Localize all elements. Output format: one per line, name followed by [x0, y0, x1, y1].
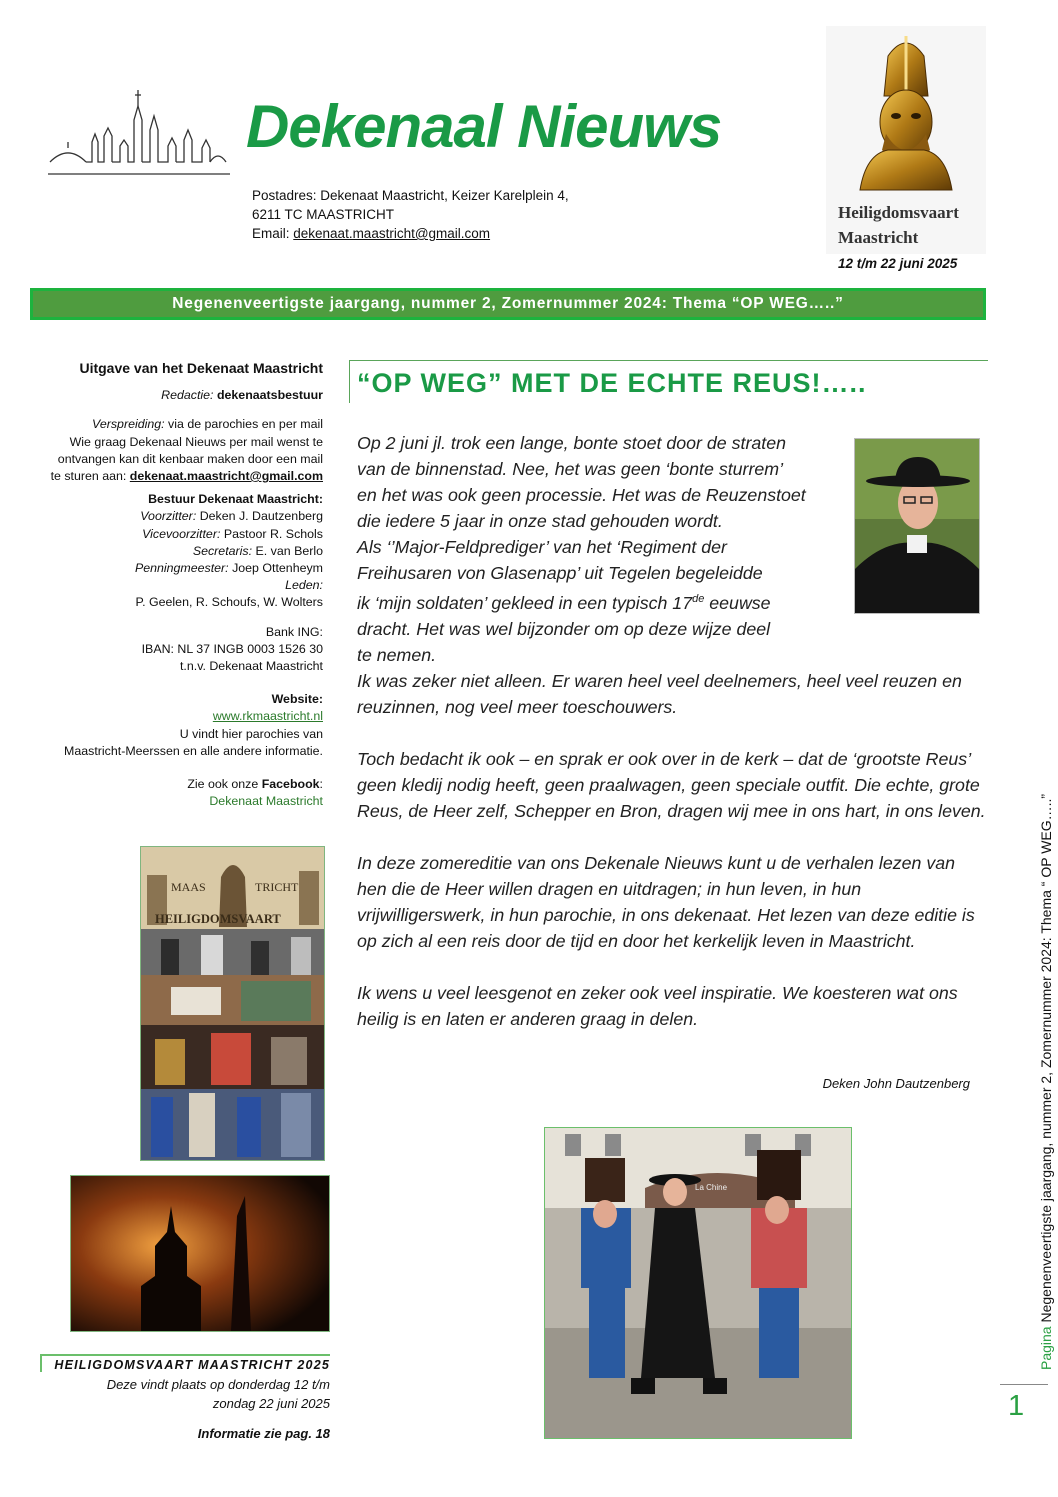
- article-line: Freihusaren von Glasenapp’ uit Tegelen begeleidde: [357, 563, 763, 583]
- article-line: van de binnenstad. Nee, het was geen ‘bonte sturrem’: [357, 459, 784, 479]
- heiligdomsvaart-photo-collage: [140, 846, 325, 1161]
- running-footer-text: [1038, 793, 1054, 1370]
- logo-caption-line-2: Maastricht: [838, 228, 919, 247]
- leden-value: P. Geelen, R. Schoufs, W. Wolters: [135, 595, 323, 610]
- email-link[interactable]: dekenaat.maastricht@gmail.com: [293, 226, 491, 241]
- heiligdomsvaart-notice-text: [40, 1375, 330, 1413]
- subscribe-email-link[interactable]: dekenaat.maastricht@gmail.com: [129, 469, 323, 484]
- website-link[interactable]: www.rkmaastricht.nl: [212, 709, 323, 724]
- church-skyline-logo: [46, 86, 232, 178]
- bank-label: Bank ING:: [265, 624, 323, 639]
- colophon: [40, 360, 323, 810]
- verspreiding-row: [40, 416, 323, 433]
- leden-label: Leden:: [285, 578, 323, 593]
- cathedral-fire-photo: [70, 1175, 330, 1332]
- postal-address: [252, 186, 569, 243]
- redactie-value: dekenaatsbestuur: [216, 388, 323, 403]
- article-line: ik ‘mijn soldaten’ gekleed in een typisch 17de eeuwse: [357, 592, 771, 613]
- tnv: t.n.v. Dekenaat Maastricht: [179, 659, 323, 674]
- secretaris-row: Secretaris: E. van Berlo: [192, 543, 323, 558]
- mail-text-3: te sturen aan:: [50, 469, 130, 484]
- heiligdomsvaart-info: Informatie zie pag. 18: [197, 1426, 330, 1441]
- logo-caption-line-1: Heiligdomsvaart: [838, 203, 959, 222]
- collage-text-tricht: TRICHT: [255, 880, 299, 894]
- redactie-label: Redactie:: [161, 388, 217, 403]
- page-label: Pagina: [1038, 1322, 1054, 1370]
- issue-banner: Negenenveertigste jaargang, nummer 2, Zomernummer 2024: Thema “OP WEG…..”: [30, 288, 986, 320]
- page-number: 1: [1008, 1390, 1025, 1422]
- reuzenstoet-group-photo: [544, 1127, 852, 1439]
- article-line: Als ‘’Major-Feldprediger’ van het ‘Regiment der: [357, 537, 727, 557]
- masthead-title: Dekenaal Nieuws: [246, 93, 722, 160]
- mail-text-2: ontvangen kan dit kenbaar maken door een mail: [57, 451, 323, 466]
- voorzitter-row: Voorzitter: Deken J. Dautzenberg: [140, 509, 323, 524]
- article-line: die iedere 5 jaar in onze stad gehouden wordt.: [357, 511, 723, 531]
- article-line: te nemen.: [357, 644, 437, 665]
- bestuur-heading: Bestuur Dekenaat Maastricht:: [148, 492, 323, 507]
- hv-text-2: zondag 22 juni 2025: [212, 1396, 330, 1411]
- reliquary-bust-image: [826, 26, 986, 196]
- heiligdomsvaart-notice-title: HEILIGDOMSVAART MAASTRICHT 2025: [40, 1354, 330, 1372]
- mail-text-row: [40, 468, 323, 485]
- article-paragraph-1c: Ik was zeker niet alleen. Er waren heel veel deelnemers, heel veel reuzen en reuzinnen, nog veel meer toeschouwers.: [357, 670, 962, 717]
- page-number-divider: [1000, 1384, 1048, 1385]
- facebook-row: Zie ook onze Facebook:: [187, 777, 323, 792]
- article-line: Op 2 juni jl. trok een lange, bonte stoet door de straten: [357, 433, 786, 453]
- article-title: “OP WEG” MET DE ECHTE REUS!…..: [357, 368, 867, 398]
- mail-text-1: Wie graag Dekenaal Nieuws per mail wenst te: [69, 434, 323, 449]
- heiligdomsvaart-date: 12 t/m 22 juni 2025: [838, 256, 958, 271]
- address-email-row: [252, 224, 569, 243]
- dean-portrait-photo: [854, 438, 980, 614]
- hv-text-1: Deze vindt plaats op donderdag 12 t/m: [106, 1377, 330, 1392]
- colophon-heading: Uitgave van het Dekenaat Maastricht: [79, 360, 323, 376]
- article-paragraph-3: In deze zomereditie van ons Dekenale Nieuws kunt u de verhalen lezen van hen die de Heer willen dragen en uitdragen; in hun leven, in hun vrijwilligerswerk, in hun parochie, in ons dekenaat. Het lezen van deze editie is op zich al een reis door de tijd en door het kerkelijk leven in Maastricht.: [357, 852, 975, 951]
- article-paragraph-4: Ik wens u veel leesgenot en zeker ook veel inspiratie. We koesteren wat ons heilig is en laten er anderen graag in delen.: [357, 982, 958, 1029]
- article-author: Deken John Dautzenberg: [822, 1076, 970, 1091]
- address-line-2: 6211 TC MAASTRICHT: [252, 207, 395, 222]
- facebook-link[interactable]: Dekenaat Maastricht: [209, 794, 323, 809]
- penningmeester-row: Penningmeester: Joep Ottenheym: [134, 561, 323, 576]
- verspreiding-label: Verspreiding:: [92, 417, 169, 432]
- logo-caption: [838, 200, 959, 250]
- website-label: Website:: [271, 692, 323, 707]
- address-line-1: Postadres: Dekenaat Maastricht, Keizer Karelplein 4,: [252, 188, 569, 203]
- redactie-row: [40, 387, 323, 404]
- running-footer-title: Negenenveertigste jaargang, nummer 2, Zomernummer 2024: Thema “ OP WEG…..”: [1038, 793, 1054, 1323]
- iban: IBAN: NL 37 INGB 0003 1526 30: [141, 641, 323, 656]
- article-paragraph-2: Toch bedacht ik ook – en sprak er ook over in de kerk – dat de ‘grootste Reus’ geen kledij nodig heeft, geen praalwagen, geen speciale outfit. Die echte, grote Reus, de Heer zelf, Schepper en Bron, dragen wij mee in ons hart, in ons leven.: [357, 748, 986, 821]
- website-text-1: U vindt hier parochies van: [179, 726, 323, 741]
- article-line: dracht. Het was wel bijzonder om op deze wijze deel: [357, 618, 771, 639]
- website-text-2: Maastricht-Meerssen en alle andere informatie.: [64, 743, 323, 758]
- verspreiding-value: via de parochies en per mail: [168, 417, 323, 432]
- photo-sign-text: La Chine: [695, 1183, 728, 1192]
- article-line: en het was ook geen processie. Het was de Reuzenstoet: [357, 485, 806, 505]
- collage-text-heiligdomsvaart: HEILIGDOMSVAART: [155, 912, 281, 926]
- email-label: Email:: [252, 226, 294, 241]
- vicevoorzitter-row: Vicevoorzitter: Pastoor R. Schols: [142, 526, 323, 541]
- collage-text-maas: MAAS: [171, 880, 206, 894]
- vertical-running-footer: [1000, 793, 1054, 1370]
